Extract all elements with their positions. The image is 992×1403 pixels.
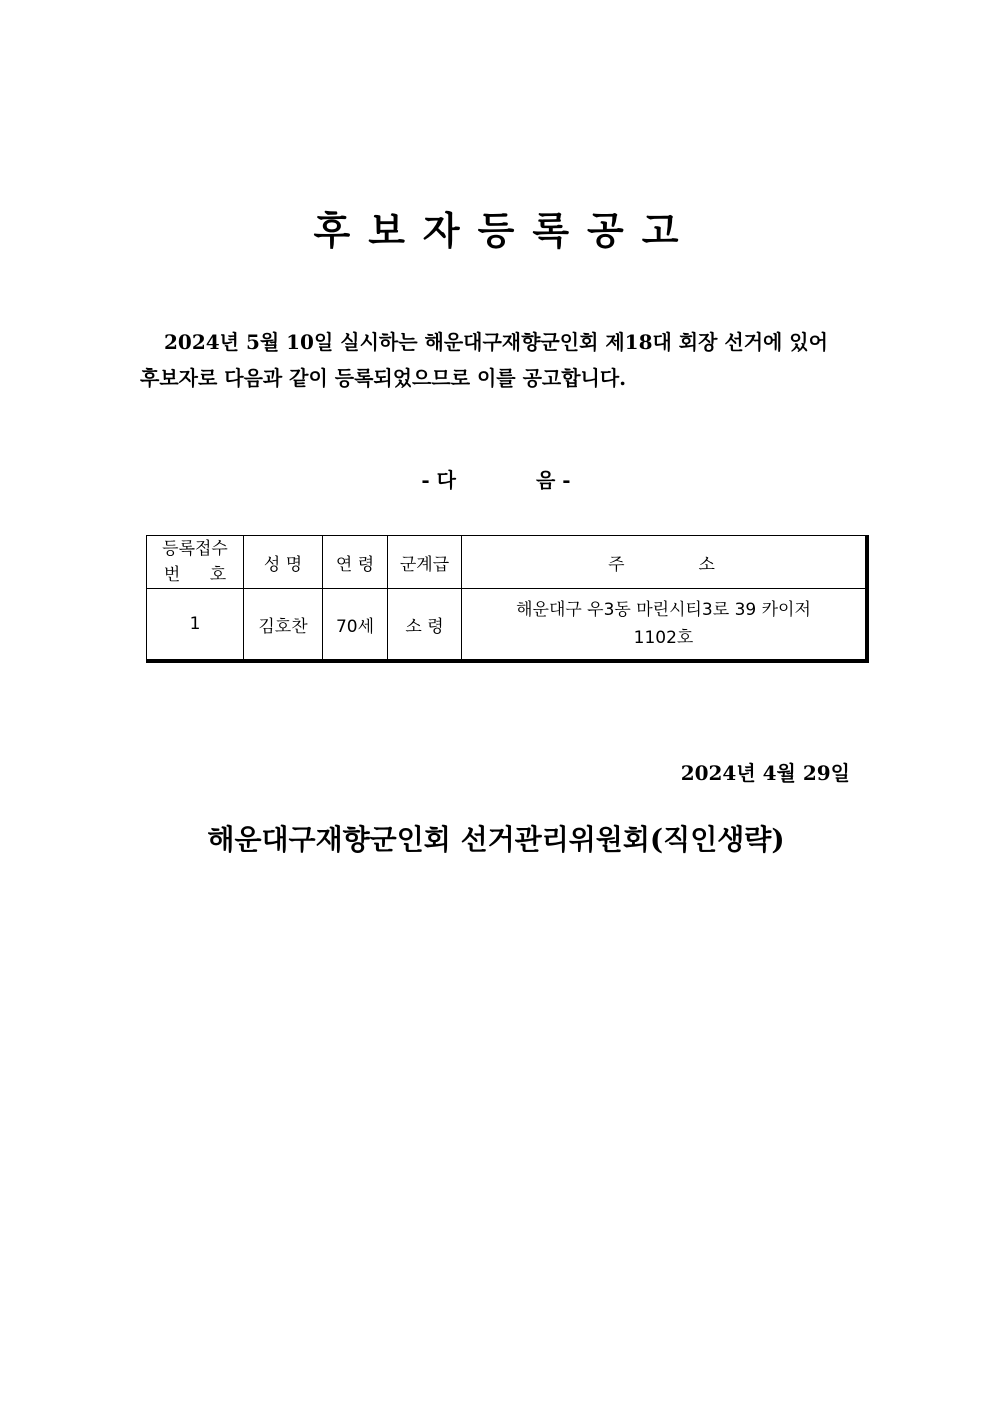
cell-rank: 소 령	[388, 589, 462, 660]
announcement-line-2: 후보자로 다음과 같이 등록되었으므로 이를 공고합니다.	[140, 366, 627, 390]
header-rank: 군계급	[388, 536, 462, 589]
candidate-table	[146, 535, 866, 660]
following-heading	[0, 464, 992, 493]
header-registration-number	[147, 536, 244, 589]
announcement-date: 2024년 4월 29일	[680, 761, 850, 785]
cell-address-line1: 해운대구 우3동 마린시티3로 39 카이저	[516, 600, 811, 620]
cell-address	[462, 589, 866, 660]
header-address-right: 소	[698, 554, 719, 575]
header-registration-number-line2: 번 호	[163, 565, 239, 585]
header-name: 성 명	[244, 536, 323, 589]
issuer-signature: 해운대구재향군인회 선거관리위원회(직인생략)	[207, 823, 785, 856]
cell-registration-number: 1	[147, 589, 244, 660]
header-address	[462, 536, 866, 589]
header-age: 연 령	[323, 536, 388, 589]
announcement-line-1: 2024년 5월 10일 실시하는 해운대구재향군인회 제18대 회장 선거에 있어	[164, 330, 828, 354]
announcement-body	[140, 324, 860, 396]
header-address-left: 주	[608, 554, 629, 575]
following-heading-right: 음 -	[536, 468, 571, 492]
table-header-row	[147, 536, 866, 589]
table-row	[147, 589, 866, 660]
candidate-table-frame	[146, 535, 869, 663]
document-title: 후보자등록공고	[313, 208, 697, 253]
cell-address-line2: 1102호	[633, 628, 694, 648]
cell-name: 김호찬	[244, 589, 323, 660]
following-heading-left: - 다	[421, 468, 456, 492]
header-registration-number-line1: 등록접수	[162, 539, 228, 559]
cell-age: 70세	[323, 589, 388, 660]
